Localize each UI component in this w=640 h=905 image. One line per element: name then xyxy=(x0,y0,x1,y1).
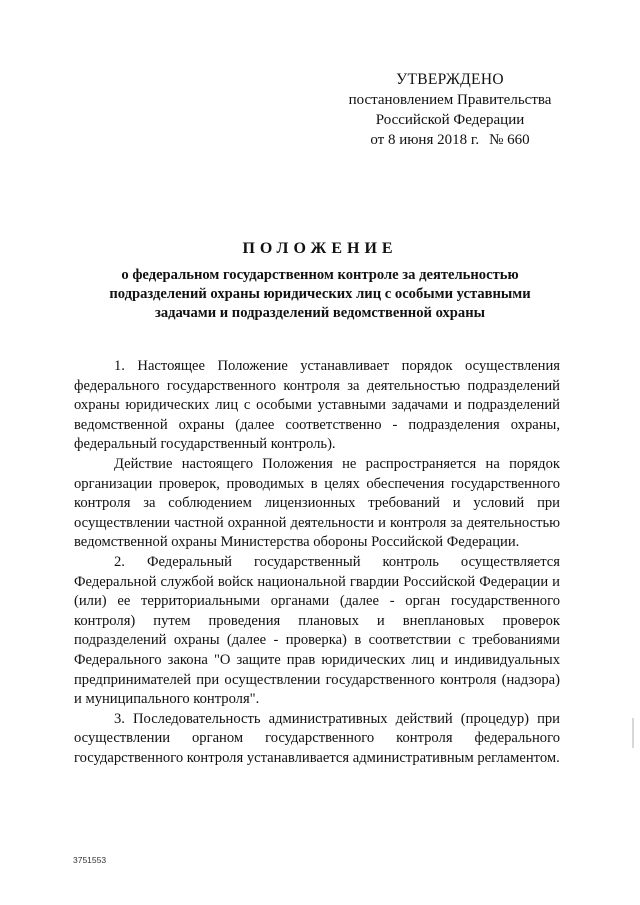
approval-date-line xyxy=(338,130,562,150)
approval-stamp xyxy=(338,70,562,150)
document-code: 3751553 xyxy=(73,855,107,865)
document-body xyxy=(74,357,560,768)
paragraph-1: 1. Настоящее Положение устанавливает порядок осуществления федерального государственного контроля за деятельностью подразделений охраны юридических лиц с особыми уставными задачами и подразделений ведомственной охраны (далее соответственно - подразделения охраны, федеральный государственный контроль). xyxy=(74,358,560,453)
paragraph-3: 2. Федеральный государственный контроль осуществляется Федеральной службой войск национальной гвардии Российской Федерации и (или) ее территориальными органами (далее - орган государственного контроля) путем проведения плановых и внеплановых проверок подразделений охраны (далее - проверка) в соответствии с требованиями Федерального закона "О защите прав юридических лиц и индивидуальных предпринимателей при осуществлении государственного контроля (надзора) и муниципального контроля". xyxy=(74,553,560,708)
approval-line-2: Российской Федерации xyxy=(375,112,525,128)
paragraph-4: 3. Последовательность административных действий (процедур) при осуществлении органом государственного контроля федерального государственного контроля устанавливается административным регламентом. xyxy=(74,710,560,766)
scan-artifact xyxy=(632,718,634,748)
paragraph-2: Действие настоящего Положения не распространяется на порядок организации проверок, проводимых в целях обеспечения государственного контроля за соблюдением лицензионных требований и условий при осуществлении частной охранной деятельности и контроля за деятельностью ведомственной охраны Министерства обороны Российской Федерации. xyxy=(74,455,560,551)
document-title: ПОЛОЖЕНИЕ xyxy=(242,240,398,257)
document-subtitle: о федеральном государственном контроле за деятельностью подразделений охраны юридических лиц с особыми уставными задачами и подразделений ведомственной охраны xyxy=(109,267,531,321)
approval-date: от 8 июня 2018 г. xyxy=(370,132,480,148)
approval-line-1: постановлением Правительства xyxy=(348,92,552,108)
approval-number: № 660 xyxy=(489,132,530,148)
approval-heading: УТВЕРЖДЕНО xyxy=(396,71,504,88)
